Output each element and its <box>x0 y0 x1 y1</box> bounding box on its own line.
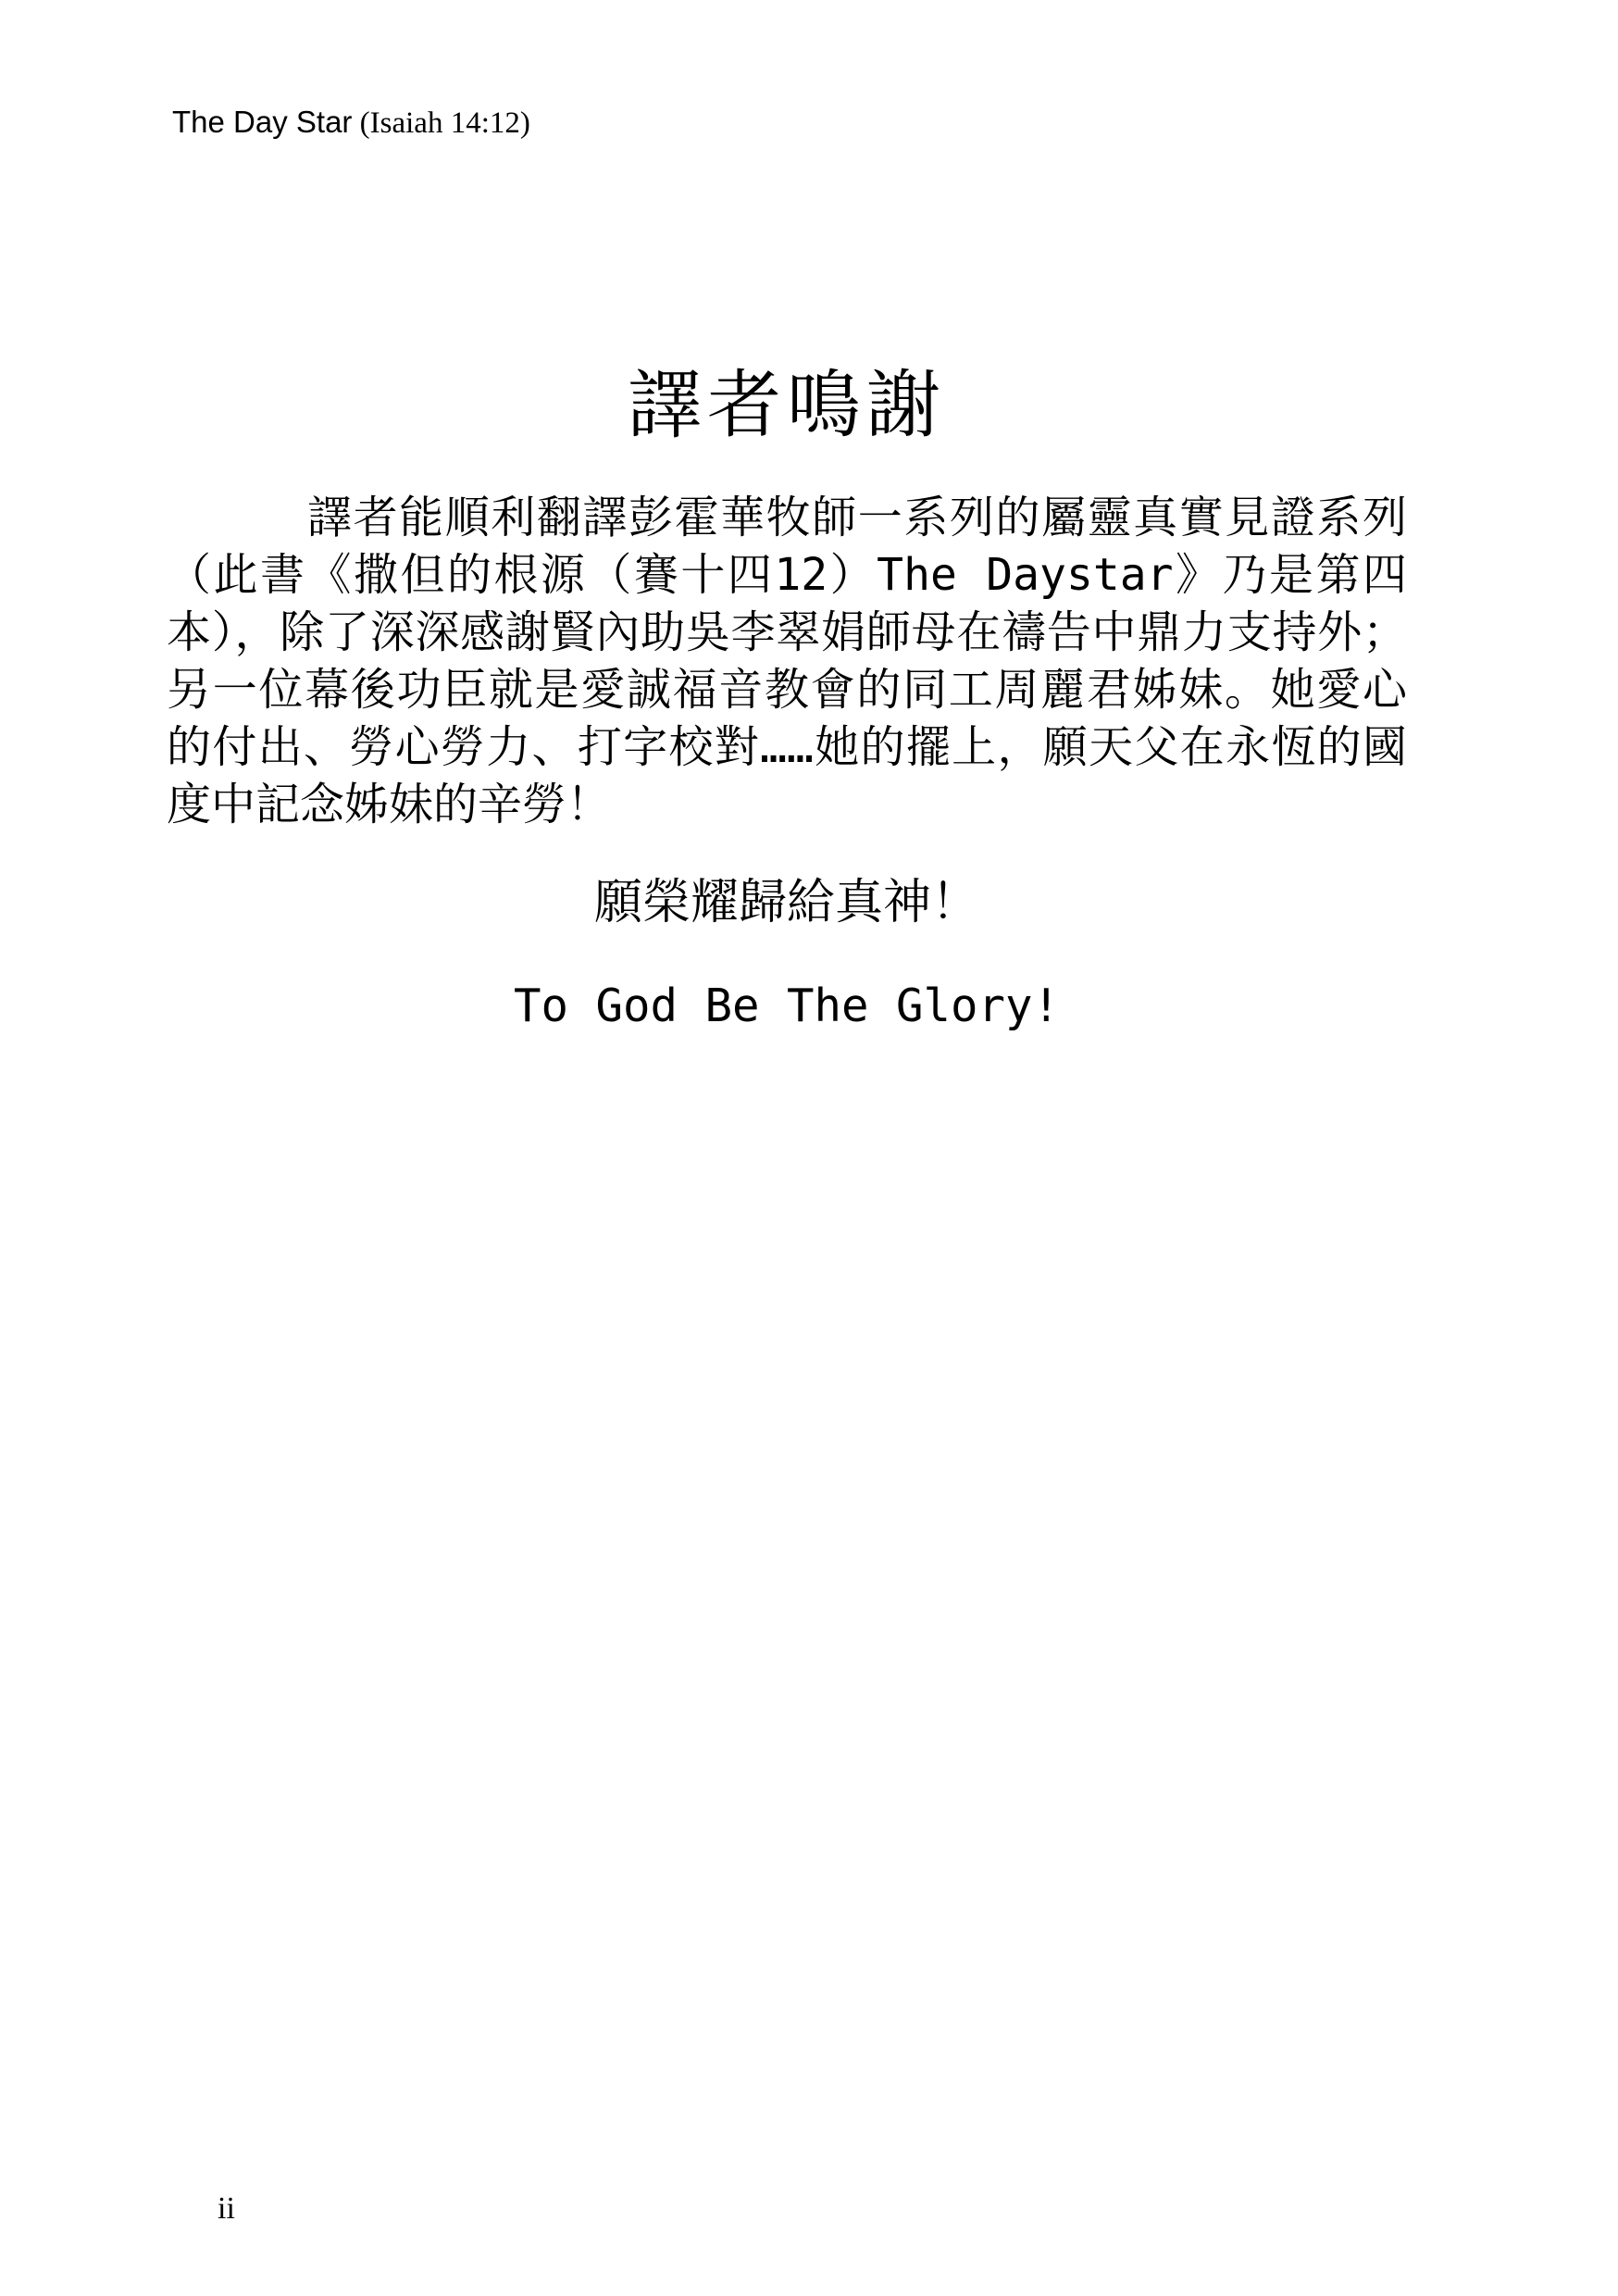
acknowledgement-paragraph: 譯者能順利翻譯彭霍華牧師一系列的屬靈真實見證系列（此書《撒但的根源（賽十四12）The Daystar》乃是第四本），除了深深感謝賢內助吳李翠娟師母在禱告中鼎力支持外；另一位幕後功臣就是愛誠福音教會的同工周麗君姊妹。她愛心的付出、勞心勞力、打字校對……她的擺上，願天父在永恆的國度中記念姊妹的辛勞！ <box>167 492 1407 830</box>
header-reference: (Isaiah 14:12) <box>359 106 530 140</box>
page-number: ii <box>218 2191 235 2226</box>
header-book-title: The Day Star <box>172 105 353 139</box>
doxology-english: To God Be The Glory! <box>513 980 1060 1032</box>
page-title: 譯者鳴謝 <box>628 362 946 448</box>
running-header <box>172 104 530 142</box>
doxology-chinese: 願榮耀歸給真神！ <box>593 875 979 930</box>
